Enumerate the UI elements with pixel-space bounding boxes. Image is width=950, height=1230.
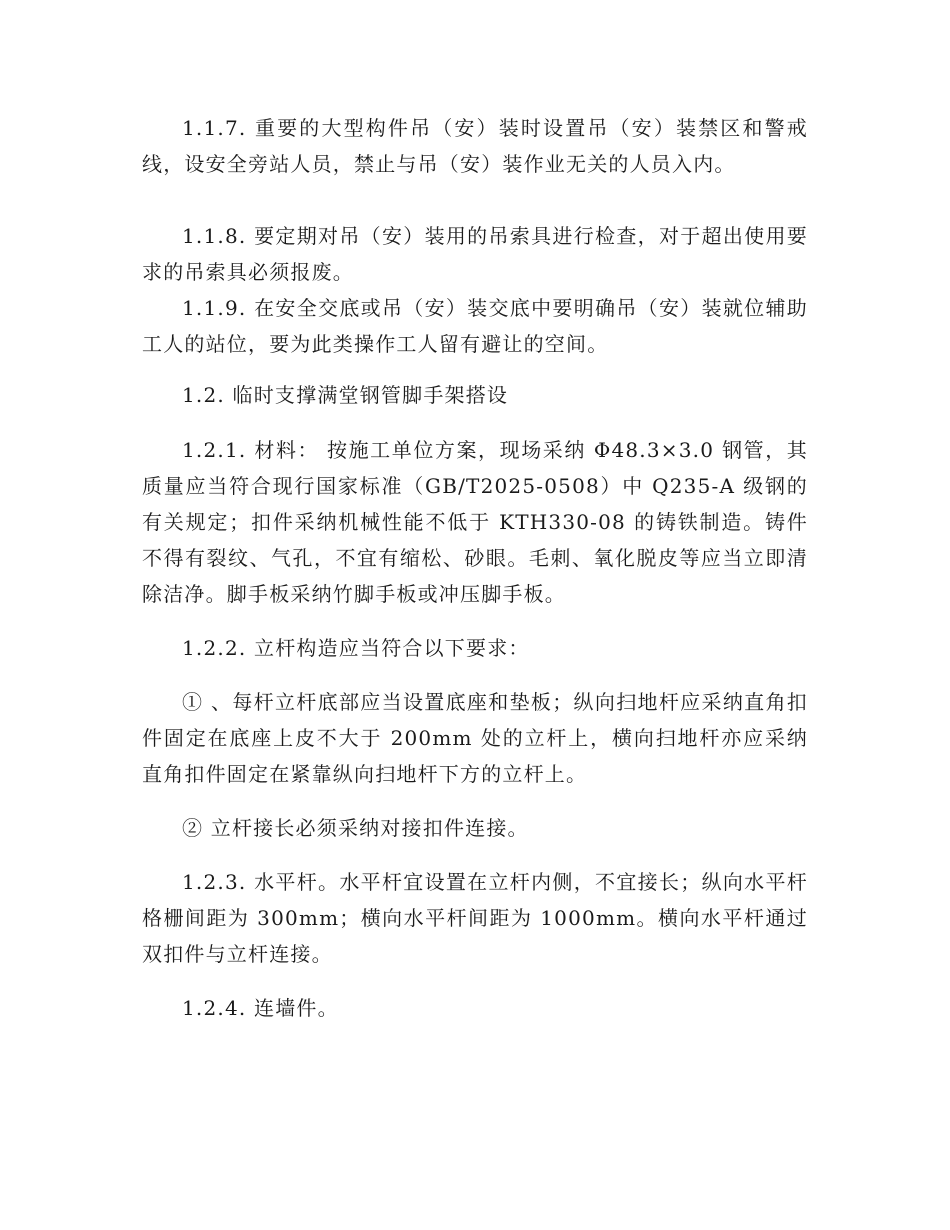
paragraph-1-2-3: 1.2.3. 水平杆。水平杆宜设置在立杆内侧，不宜接长；纵向水平杆格栅间距为 300mm；横向水平杆间距为 1000mm。横向水平杆通过双扣件与立杆连接。 bbox=[142, 870, 808, 966]
paragraph-1-2-2: 1.2.2. 立杆构造应当符合以下要求： bbox=[182, 636, 530, 660]
paragraph-1-2-1: 1.2.1. 材料： 按施工单位方案，现场采纳 Φ48.3×3.0 钢管，其质量应当符合现行国家标准（GB/T2025-0508）中 Q235-A 级钢的有关规定；扣件采纳机械性能不低于 KTH330-08 的铸铁制造。铸件不得有裂纹、气孔，不宜有缩松、砂眼。毛刺、氧化脱皮等应当立即清除洁净。脚手板采纳竹脚手板或冲压脚手板。 bbox=[142, 438, 808, 606]
paragraph-1-1-7: 1.1.7. 重要的大型构件吊（安）装时设置吊（安）装禁区和警戒线，设安全旁站人员，禁止与吊（安）装作业无关的人员入内。 bbox=[142, 116, 808, 176]
section-heading-1-2: 1.2. 临时支撑满堂钢管脚手架搭设 bbox=[182, 383, 509, 407]
list-item-1: ① 、每杆立杆底部应当设置底座和垫板；纵向扫地杆应采纳直角扣件固定在底座上皮不大于 200mm 处的立杆上，横向扫地杆亦应采纳直角扣件固定在紧靠纵向扫地杆下方的立杆上。 bbox=[142, 690, 808, 786]
list-item-2: ② 立杆接长必须采纳对接扣件连接。 bbox=[182, 816, 529, 840]
paragraph-1-1-9: 1.1.9. 在安全交底或吊（安）装交底中要明确吊（安）装就位辅助工人的站位，要为此类操作工人留有避让的空间。 bbox=[142, 296, 808, 356]
paragraph-1-2-4: 1.2.4. 连墙件。 bbox=[182, 996, 339, 1020]
paragraph-1-1-8: 1.1.8. 要定期对吊（安）装用的吊索具进行检查，对于超出使用要求的吊索具必须报废。 bbox=[142, 224, 808, 284]
